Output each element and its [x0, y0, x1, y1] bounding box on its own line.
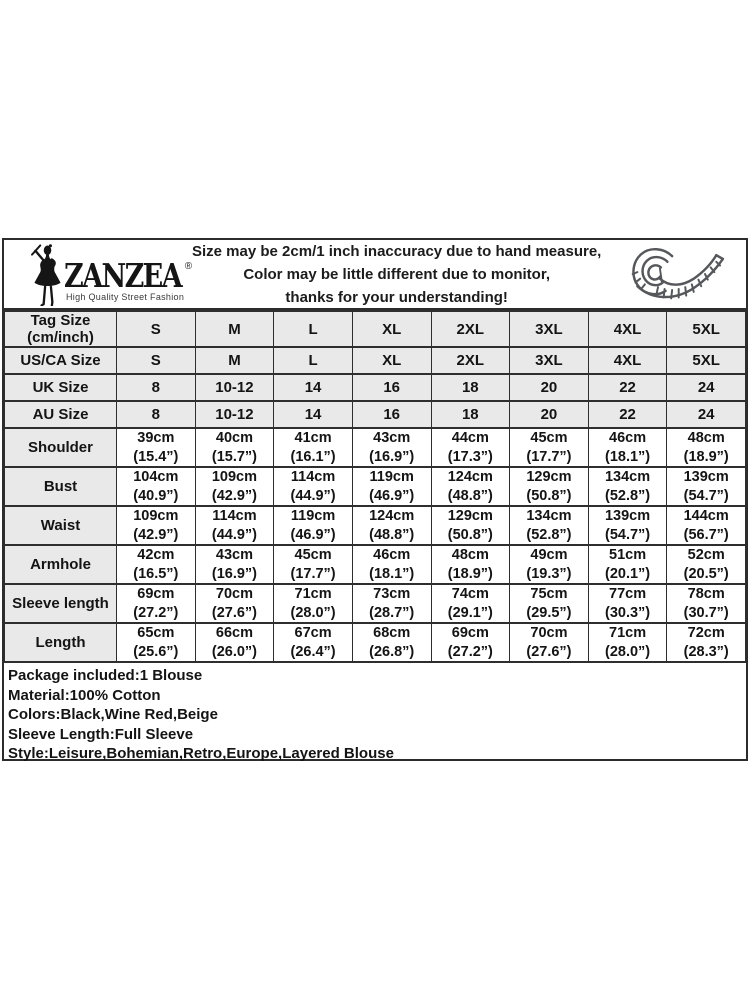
measurement-cell: 69cm (27.2”) — [117, 584, 196, 623]
tape-measure-icon — [616, 243, 732, 305]
size-cell: XL — [352, 347, 431, 374]
measurement-cell: 71cm (28.0”) — [274, 584, 353, 623]
brand-tagline: High Quality Street Fashion — [66, 292, 185, 302]
uk-size-row — [5, 374, 746, 401]
measurement-cell: 41cm (16.1”) — [274, 428, 353, 467]
size-cell: 16 — [352, 374, 431, 401]
product-details — [4, 663, 746, 762]
measurement-cell: 124cm (48.8”) — [352, 506, 431, 545]
detail-line-material: Material:100% Cotton — [8, 686, 161, 704]
measurement-cell: 71cm (28.0”) — [588, 623, 667, 662]
measurement-cell: 134cm (52.8”) — [588, 467, 667, 506]
row-label-waist: Waist — [5, 506, 117, 545]
size-cell: S — [117, 311, 196, 347]
row-label-uk-size: UK Size — [5, 374, 117, 401]
measurement-cell: 77cm (30.3”) — [588, 584, 667, 623]
size-cell: 20 — [510, 374, 589, 401]
waist-row — [5, 506, 746, 545]
size-cell: 4XL — [588, 311, 667, 347]
measurement-cell: 75cm (29.5”) — [510, 584, 589, 623]
size-cell: 16 — [352, 401, 431, 428]
row-label-armhole: Armhole — [5, 545, 117, 584]
size-cell: 5XL — [667, 347, 746, 374]
detail-line-colors: Colors:Black,Wine Red,Beige — [8, 706, 218, 723]
row-label-au-size: AU Size — [5, 401, 117, 428]
row-label-usca-size: US/CA Size — [5, 347, 117, 374]
measurement-cell: 70cm (27.6”) — [195, 584, 274, 623]
sleeve-length-row — [5, 584, 746, 623]
registered-trademark: ® — [184, 261, 193, 272]
row-label-tag-size: Tag Size (cm/inch) — [5, 311, 117, 347]
size-cell: 14 — [274, 374, 353, 401]
header — [4, 240, 746, 310]
measurement-cell: 66cm (26.0”) — [195, 623, 274, 662]
size-cell: 22 — [588, 401, 667, 428]
brand-logo — [4, 242, 192, 306]
size-cell: M — [195, 311, 274, 347]
measurement-cell: 43cm (16.9”) — [195, 545, 274, 584]
size-cell: 2XL — [431, 347, 510, 374]
disclaimer-text — [192, 240, 601, 309]
measurement-cell: 72cm (28.3”) — [667, 623, 746, 662]
row-label-bust: Bust — [5, 467, 117, 506]
measurement-cell: 104cm (40.9”) — [117, 467, 196, 506]
detail-line-style: Style:Leisure,Bohemian,Retro,Europe,Layered Blouse — [8, 745, 394, 762]
measurement-cell: 48cm (18.9”) — [667, 428, 746, 467]
measurement-cell: 119cm (46.9”) — [274, 506, 353, 545]
measurement-cell: 51cm (20.1”) — [588, 545, 667, 584]
size-cell: L — [274, 347, 353, 374]
size-chart-table — [4, 310, 746, 663]
measurement-cell: 139cm (54.7”) — [588, 506, 667, 545]
size-cell: 10-12 — [195, 401, 274, 428]
measurement-cell: 39cm (15.4”) — [117, 428, 196, 467]
shoulder-row — [5, 428, 746, 467]
detail-line-package: Package included:1 Blouse — [8, 667, 203, 684]
measurement-cell: 144cm (56.7”) — [667, 506, 746, 545]
measurement-cell: 114cm (44.9”) — [195, 506, 274, 545]
measurement-cell: 45cm (17.7”) — [274, 545, 353, 584]
measurement-cell: 73cm (28.7”) — [352, 584, 431, 623]
measurement-cell: 70cm (27.6”) — [510, 623, 589, 662]
armhole-row — [5, 545, 746, 584]
measurement-cell: 109cm (42.9”) — [117, 506, 196, 545]
row-label-shoulder: Shoulder — [5, 428, 117, 467]
measurement-cell: 46cm (18.1”) — [352, 545, 431, 584]
size-cell: L — [274, 311, 353, 347]
size-cell: 2XL — [431, 311, 510, 347]
size-cell: 14 — [274, 401, 353, 428]
measurement-cell: 134cm (52.8”) — [510, 506, 589, 545]
size-cell: 22 — [588, 374, 667, 401]
measurement-cell: 45cm (17.7”) — [510, 428, 589, 467]
usca-size-row — [5, 347, 746, 374]
size-cell: 20 — [510, 401, 589, 428]
size-cell: 18 — [431, 374, 510, 401]
measurement-cell: 49cm (19.3”) — [510, 545, 589, 584]
au-size-row — [5, 401, 746, 428]
measurement-cell: 42cm (16.5”) — [117, 545, 196, 584]
measurement-cell: 124cm (48.8”) — [431, 467, 510, 506]
measurement-cell: 69cm (27.2”) — [431, 623, 510, 662]
length-row — [5, 623, 746, 662]
brand-text-block — [64, 256, 193, 306]
size-chart-sheet — [2, 238, 748, 761]
size-cell: 24 — [667, 401, 746, 428]
disclaimer-line: Size may be 2cm/1 inch inaccuracy due to hand measure, — [192, 242, 602, 260]
measurement-cell: 78cm (30.7”) — [667, 584, 746, 623]
measurement-cell: 65cm (25.6”) — [117, 623, 196, 662]
row-label-sleeve-length: Sleeve length — [5, 584, 117, 623]
size-cell: 3XL — [510, 311, 589, 347]
measurement-cell: 48cm (18.9”) — [431, 545, 510, 584]
measurement-cell: 74cm (29.1”) — [431, 584, 510, 623]
size-cell: M — [195, 347, 274, 374]
measurement-cell: 44cm (17.3”) — [431, 428, 510, 467]
tape-measure-wrap — [601, 243, 746, 305]
size-cell: 8 — [117, 401, 196, 428]
measurement-cell: 114cm (44.9”) — [274, 467, 353, 506]
measurement-cell: 109cm (42.9”) — [195, 467, 274, 506]
measurement-cell: 68cm (26.8”) — [352, 623, 431, 662]
fashion-woman-silhouette-icon — [28, 244, 68, 306]
size-cell: 4XL — [588, 347, 667, 374]
disclaimer-line: thanks for your understanding! — [285, 288, 508, 306]
size-cell: S — [117, 347, 196, 374]
measurement-cell: 52cm (20.5”) — [667, 545, 746, 584]
bust-row — [5, 467, 746, 506]
size-cell: 3XL — [510, 347, 589, 374]
measurement-cell: 43cm (16.9”) — [352, 428, 431, 467]
tag-size-row — [5, 311, 746, 347]
measurement-cell: 119cm (46.9”) — [352, 467, 431, 506]
size-cell: 18 — [431, 401, 510, 428]
measurement-cell: 67cm (26.4”) — [274, 623, 353, 662]
detail-line-sleeve-length: Sleeve Length:Full Sleeve — [8, 725, 194, 743]
measurement-cell: 40cm (15.7”) — [195, 428, 274, 467]
size-cell: XL — [352, 311, 431, 347]
brand-name: ZANZEA — [64, 256, 182, 295]
measurement-cell: 46cm (18.1”) — [588, 428, 667, 467]
row-label-length: Length — [5, 623, 117, 662]
disclaimer-line: Color may be little different due to monitor, — [243, 265, 551, 283]
size-cell: 8 — [117, 374, 196, 401]
size-cell: 24 — [667, 374, 746, 401]
measurement-cell: 129cm (50.8”) — [431, 506, 510, 545]
measurement-cell: 129cm (50.8”) — [510, 467, 589, 506]
size-cell: 5XL — [667, 311, 746, 347]
measurement-cell: 139cm (54.7”) — [667, 467, 746, 506]
size-cell: 10-12 — [195, 374, 274, 401]
